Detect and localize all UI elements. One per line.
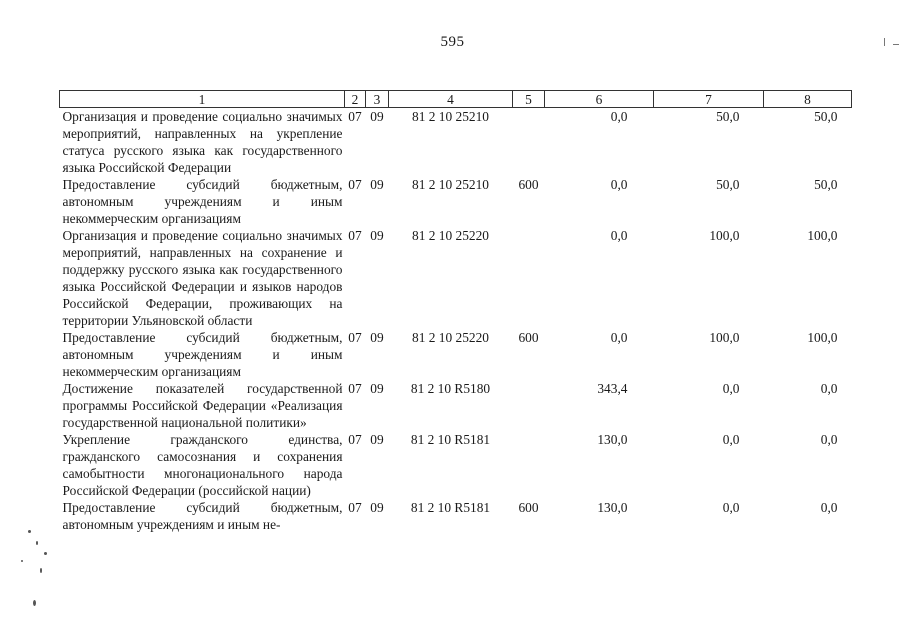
row-target-article: 81 2 10 25210 bbox=[412, 177, 489, 192]
column-header-4: 4 bbox=[389, 91, 513, 108]
table-row bbox=[60, 499, 852, 533]
scan-speck bbox=[21, 560, 23, 562]
row-value-col8: 0,0 bbox=[820, 500, 838, 515]
row-value-col6: 130,0 bbox=[597, 432, 628, 447]
row-expense-type: 600 bbox=[518, 330, 539, 345]
row-value-col6: 0,0 bbox=[610, 330, 628, 345]
row-value-col6: 0,0 bbox=[610, 177, 628, 192]
row-subsection: 09 bbox=[370, 432, 384, 447]
row-subsection: 09 bbox=[370, 177, 384, 192]
row-value-col7: 50,0 bbox=[716, 109, 740, 124]
row-value-col6: 130,0 bbox=[597, 500, 628, 515]
column-header-5: 5 bbox=[513, 91, 545, 108]
row-section: 07 bbox=[348, 432, 362, 447]
row-section: 07 bbox=[348, 177, 362, 192]
row-target-article: 81 2 10 25220 bbox=[412, 330, 489, 345]
row-name: Предоставление субсидий бюджетным, автономным учреждениям и иным не- bbox=[62, 500, 343, 532]
row-target-article: 81 2 10 R5181 bbox=[410, 432, 491, 447]
row-target-article: 81 2 10 25220 bbox=[412, 228, 489, 243]
row-section: 07 bbox=[348, 109, 362, 124]
column-header-6: 6 bbox=[545, 91, 654, 108]
column-header-8: 8 bbox=[764, 91, 852, 108]
row-value-col8: 0,0 bbox=[820, 381, 838, 396]
column-header-3: 3 bbox=[366, 91, 389, 108]
column-header-1: 1 bbox=[60, 91, 345, 108]
scan-scratch bbox=[893, 44, 899, 45]
row-section: 07 bbox=[348, 330, 362, 345]
row-value-col7: 0,0 bbox=[722, 432, 740, 447]
row-section: 07 bbox=[348, 381, 362, 396]
row-target-article: 81 2 10 25210 bbox=[412, 109, 489, 124]
row-value-col7: 100,0 bbox=[709, 330, 740, 345]
table-row bbox=[60, 176, 852, 227]
scan-speck bbox=[36, 541, 38, 545]
row-value-col8: 100,0 bbox=[807, 330, 838, 345]
row-value-col7: 50,0 bbox=[716, 177, 740, 192]
row-subsection: 09 bbox=[370, 228, 384, 243]
row-name: Предоставление субсидий бюджетным, автономным учреждениям и иным некоммерческим организациям bbox=[62, 330, 343, 379]
table-row bbox=[60, 227, 852, 329]
row-subsection: 09 bbox=[370, 330, 384, 345]
table-row bbox=[60, 108, 852, 177]
column-header-2: 2 bbox=[345, 91, 366, 108]
budget-table bbox=[59, 90, 852, 533]
row-name: Организация и проведение социально значимых мероприятий, направленных на укрепление статуса русского языка как государственного языка Российской Федерации bbox=[62, 109, 343, 175]
row-value-col8: 100,0 bbox=[807, 228, 838, 243]
row-name: Предоставление субсидий бюджетным, автономным учреждениям и иным некоммерческим организациям bbox=[62, 177, 343, 226]
row-expense-type bbox=[513, 431, 545, 499]
row-value-col6: 0,0 bbox=[610, 109, 628, 124]
row-value-col6: 343,4 bbox=[597, 381, 628, 396]
row-value-col8: 50,0 bbox=[814, 109, 838, 124]
row-name: Достижение показателей государственной программы Российской Федерации «Реализация государственной национальной политики» bbox=[62, 381, 343, 430]
row-subsection: 09 bbox=[370, 381, 384, 396]
row-value-col7: 0,0 bbox=[722, 381, 740, 396]
row-name: Укрепление гражданского единства, гражданского самосознания и сохранения самобытности многонационального народа Российской Федерации (российской нации) bbox=[62, 432, 343, 498]
row-section: 07 bbox=[348, 228, 362, 243]
row-expense-type: 600 bbox=[518, 500, 539, 515]
scan-speck bbox=[44, 552, 47, 555]
row-target-article: 81 2 10 R5181 bbox=[410, 500, 491, 515]
row-value-col8: 0,0 bbox=[820, 432, 838, 447]
scan-speck bbox=[40, 568, 42, 573]
row-expense-type bbox=[513, 227, 545, 329]
scan-speck bbox=[28, 530, 31, 533]
row-value-col7: 0,0 bbox=[722, 500, 740, 515]
table-header-row bbox=[60, 91, 852, 108]
row-subsection: 09 bbox=[370, 500, 384, 515]
row-expense-type bbox=[513, 380, 545, 431]
row-value-col6: 0,0 bbox=[610, 228, 628, 243]
row-target-article: 81 2 10 R5180 bbox=[410, 381, 491, 396]
column-header-7: 7 bbox=[654, 91, 764, 108]
row-value-col8: 50,0 bbox=[814, 177, 838, 192]
row-subsection: 09 bbox=[370, 109, 384, 124]
row-expense-type: 600 bbox=[518, 177, 539, 192]
table-row bbox=[60, 329, 852, 380]
scan-speck bbox=[33, 600, 36, 606]
row-value-col7: 100,0 bbox=[709, 228, 740, 243]
row-name: Организация и проведение социально значимых мероприятий, направленных на сохранение и поддержку русского языка как государственного языка Российской Федерации и языков народов Российской Федерации, проживающих на территории Ульяновской области bbox=[62, 228, 343, 328]
row-section: 07 bbox=[348, 500, 362, 515]
scan-scratch bbox=[884, 38, 885, 46]
table-row bbox=[60, 380, 852, 431]
table-row bbox=[60, 431, 852, 499]
page-number: 595 bbox=[440, 34, 465, 50]
row-expense-type bbox=[513, 108, 545, 177]
